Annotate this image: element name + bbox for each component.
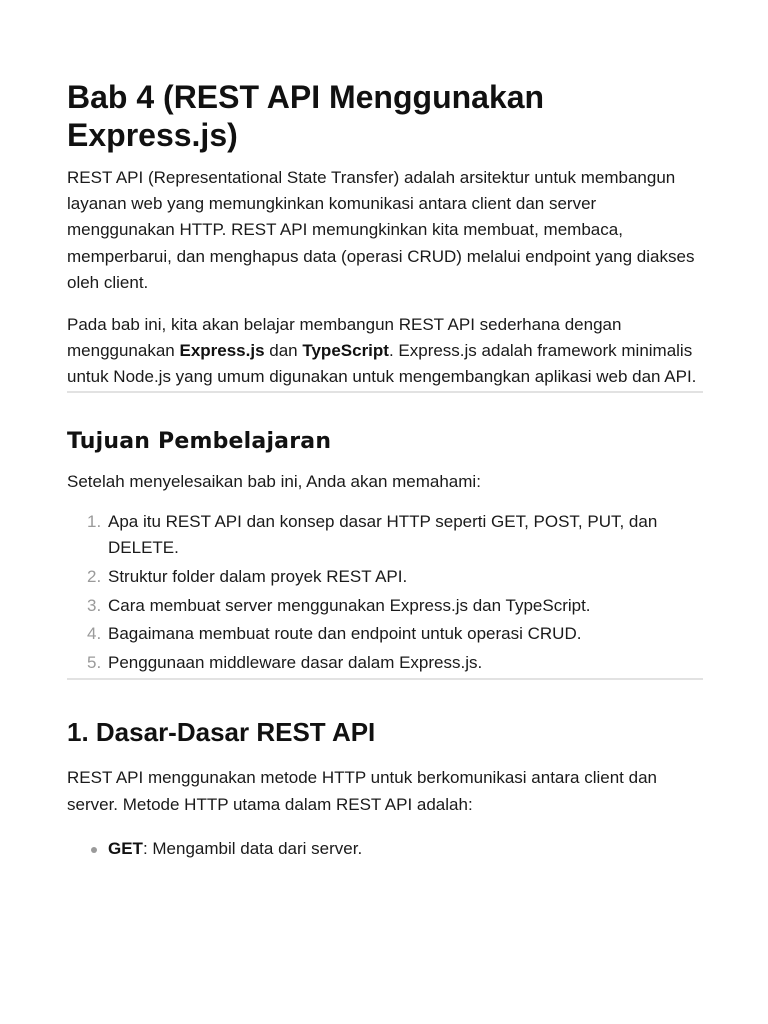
goal-item: [67, 621, 703, 648]
goal-item: [67, 509, 703, 562]
typescript-bold: TypeScript: [302, 341, 389, 361]
goal-item: [67, 564, 703, 591]
document-content: [67, 78, 703, 862]
method-name: GET: [108, 838, 143, 858]
divider: [67, 678, 703, 680]
goal-number: 2.: [87, 567, 102, 587]
divider: [67, 391, 703, 393]
section-lead: REST API menggunakan metode HTTP untuk berkomunikasi antara client dan server. Metode HTTP utama dalam REST API adalah:: [67, 768, 657, 814]
goal-number: 3.: [87, 595, 102, 615]
overview-text-3: . Express.js adalah framework minimalis untuk Node.js yang umum digunakan untuk mengembangkan aplikasi web dan API.: [67, 341, 697, 387]
goal-text: Cara membuat server menggunakan Express.js dan TypeScript.: [108, 595, 591, 615]
goal-text: Bagaimana membuat route dan endpoint untuk operasi CRUD.: [108, 624, 582, 644]
goal-item: [67, 650, 703, 677]
goal-number: 1.: [87, 511, 102, 531]
http-methods-list: [67, 836, 703, 862]
intro-paragraph: REST API (Representational State Transfer) adalah arsitektur untuk membangun layanan web yang memungkinkan komunikasi antara client dan server menggunakan HTTP. REST API memungkinkan kita membuat, membaca, memperbarui, dan menghapus data (operasi CRUD) melalui endpoint yang diakses oleh client.: [67, 168, 695, 292]
chapter-overview-paragraph: [67, 312, 703, 391]
goal-number: 4.: [87, 624, 102, 644]
method-description: : Mengambil data dari server.: [142, 838, 363, 858]
goal-text: Struktur folder dalam proyek REST API.: [108, 567, 408, 587]
overview-text-1: Pada bab ini, kita akan belajar membangun REST API sederhana dengan menggunakan: [67, 315, 622, 361]
section-heading: 1. Dasar-Dasar REST API: [67, 717, 376, 748]
overview-text-2: dan: [264, 341, 303, 361]
bullet-icon: [91, 847, 97, 853]
method-item: [67, 836, 703, 862]
goals-lead: Setelah menyelesaikan bab ini, Anda akan memahami:: [67, 471, 481, 491]
page-title: Bab 4 (REST API Menggunakan Express.js): [67, 79, 545, 153]
goal-text: Apa itu REST API dan konsep dasar HTTP seperti GET, POST, PUT, dan DELETE.: [108, 511, 658, 558]
goals-list: [67, 509, 703, 677]
express-bold: Express.js: [179, 341, 265, 361]
goal-text: Penggunaan middleware dasar dalam Express.js.: [108, 652, 483, 672]
goal-item: [67, 593, 703, 620]
goal-number: 5.: [87, 652, 102, 672]
goals-heading: Tujuan Pembelajaran: [67, 428, 332, 454]
